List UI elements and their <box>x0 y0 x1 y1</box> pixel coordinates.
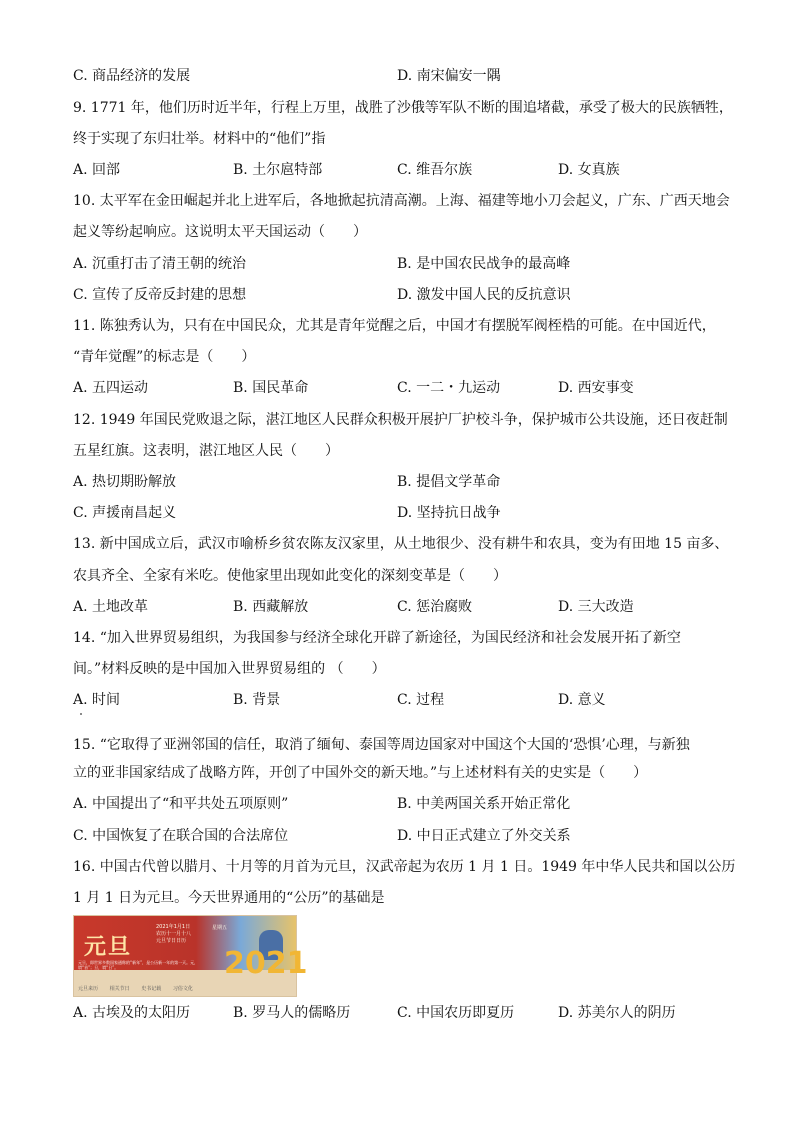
q9-stem-line1: 9. 1771 年，他们历时近半年，行程上万里，战胜了沙俄等军队不断的围追堵截，承受了极大的民族牺牲， <box>73 100 733 116</box>
q14-option-a: A. 时间 <box>73 692 121 708</box>
banner-links <box>78 985 203 992</box>
q13-stem-line2: 农具齐全、全家有米吃。使他家里出现如此变化的深刻变革是（ ） <box>73 568 507 584</box>
q14-option-d: D. 意义 <box>558 692 606 708</box>
banner-link: 元旦来历 <box>78 986 99 992</box>
stray-dot <box>80 713 82 715</box>
q16-option-a: A. 古埃及的太阳历 <box>73 1005 191 1021</box>
banner-description: 元旦，即世界多数国家通称的“新年”，是公历新一年的第一天。元，谓“首”；旦，谓“日”。 <box>78 960 199 970</box>
q15-option-a: A. 中国提出了“和平共处五项原则” <box>73 796 289 812</box>
q8-option-d: D. 南宋偏安一隅 <box>397 68 501 84</box>
q16-stem-line2: 1 月 1 日为元旦。今天世界通用的“公历”的基础是 <box>73 890 385 906</box>
q12-option-c: C. 声援南昌起义 <box>73 505 177 521</box>
q15-stem-line1: 15. “它取得了亚洲邻国的信任，取消了缅甸、泰国等周边国家对中国这个大国的‘恐惧’心理，与新独 <box>73 737 690 753</box>
q10-stem-line1: 10. 太平军在金田崛起并北上进军后，各地掀起抗清高潮。上海、福建等地小刀会起义，广东、广西天地会 <box>73 193 730 209</box>
q16-option-b: B. 罗马人的儒略历 <box>233 1005 351 1021</box>
q10-option-d: D. 激发中国人民的反抗意识 <box>397 287 571 303</box>
q16-option-d: D. 苏美尔人的阴历 <box>558 1005 676 1021</box>
banner-year: 2021 <box>224 946 308 981</box>
q10-option-a: A. 沉重打击了清王朝的统治 <box>73 256 247 272</box>
q11-option-d: D. 西安事变 <box>558 380 634 396</box>
banner-date-line3: 元旦节日日历 <box>156 938 187 944</box>
banner-weekday: 星期五 <box>212 925 228 931</box>
q13-option-a: A. 土地改革 <box>73 599 149 615</box>
q14-option-b: B. 背景 <box>233 692 281 708</box>
q10-option-c: C. 宣传了反帝反封建的思想 <box>73 287 247 303</box>
q10-option-b: B. 是中国农民战争的最高峰 <box>397 256 571 272</box>
q11-option-b: B. 国民革命 <box>233 380 309 396</box>
q10-stem-line2: 起义等纷起响应。这说明太平天国运动（ ） <box>73 224 367 240</box>
banner-date-line2: 农历十一月十八 <box>156 931 192 937</box>
q13-option-c: C. 惩治腐败 <box>397 599 473 615</box>
q12-stem-line2: 五星红旗。这表明，湛江地区人民（ ） <box>73 443 339 459</box>
q12-option-b: B. 提倡文学革命 <box>397 474 501 490</box>
banner-link: 相关节日 <box>109 986 130 992</box>
q8-option-c: C. 商品经济的发展 <box>73 68 191 84</box>
q16-stem-line1: 16. 中国古代曾以腊月、十月等的月首为元旦，汉武帝起为农历 1 月 1 日。1949 年中华人民共和国以公历 <box>73 859 736 875</box>
q13-stem-line1: 13. 新中国成立后，武汉市喻桥乡贫农陈友汉家里，从土地很少、没有耕牛和农具，变为有田地 15 亩多、 <box>73 536 729 552</box>
q15-stem-line2: 立的亚非国家结成了战略方阵，开创了中国外交的新天地。”与上述材料有关的史实是（ ） <box>73 765 648 781</box>
q15-option-c: C. 中国恢复了在联合国的合法席位 <box>73 828 289 844</box>
q11-stem-line2: “青年觉醒”的标志是（ ） <box>73 349 256 365</box>
q16-option-c: C. 中国农历即夏历 <box>397 1005 515 1021</box>
q9-option-d: D. 女真族 <box>558 162 620 178</box>
q11-option-a: A. 五四运动 <box>73 380 149 396</box>
banner-date <box>156 924 206 945</box>
q15-option-d: D. 中日正式建立了外交关系 <box>397 828 571 844</box>
q13-option-b: B. 西藏解放 <box>233 599 309 615</box>
q11-stem-line1: 11. 陈独秀认为，只有在中国民众，尤其是青年觉醒之后，中国才有摆脱军阀桎梏的可能。在中国近代， <box>73 318 716 334</box>
q12-option-d: D. 坚持抗日战争 <box>397 505 501 521</box>
banner-link: 史书记载 <box>141 986 162 992</box>
q11-option-c: C. 一二・九运动 <box>397 380 501 396</box>
q12-stem-line1: 12. 1949 年国民党败退之际，湛江地区人民群众积极开展护厂护校斗争，保护城市公共设施，还日夜赶制 <box>73 412 728 428</box>
banner-date-line1: 2021年1月1日 <box>156 924 191 930</box>
banner-link: 习俗文化 <box>172 986 193 992</box>
q14-stem-line2: 间。”材料反映的是中国加入世界贸易组的 （ ） <box>73 661 386 677</box>
q14-stem-line1: 14. “加入世界贸易组织，为我国参与经济全球化开辟了新途径，为国民经济和社会发展开拓了新空 <box>73 630 681 646</box>
q12-option-a: A. 热切期盼解放 <box>73 474 177 490</box>
q13-option-d: D. 三大改造 <box>558 599 634 615</box>
new-year-banner-image <box>73 915 308 997</box>
q15-option-b: B. 中美两国关系开始正常化 <box>397 796 571 812</box>
q9-option-c: C. 维吾尔族 <box>397 162 473 178</box>
q14-option-c: C. 过程 <box>397 692 445 708</box>
q9-option-a: A. 回部 <box>73 162 121 178</box>
banner-title: 元旦 <box>84 935 133 960</box>
q9-stem-line2: 终于实现了东归壮举。材料中的“他们”指 <box>73 131 326 147</box>
q9-option-b: B. 土尔扈特部 <box>233 162 323 178</box>
